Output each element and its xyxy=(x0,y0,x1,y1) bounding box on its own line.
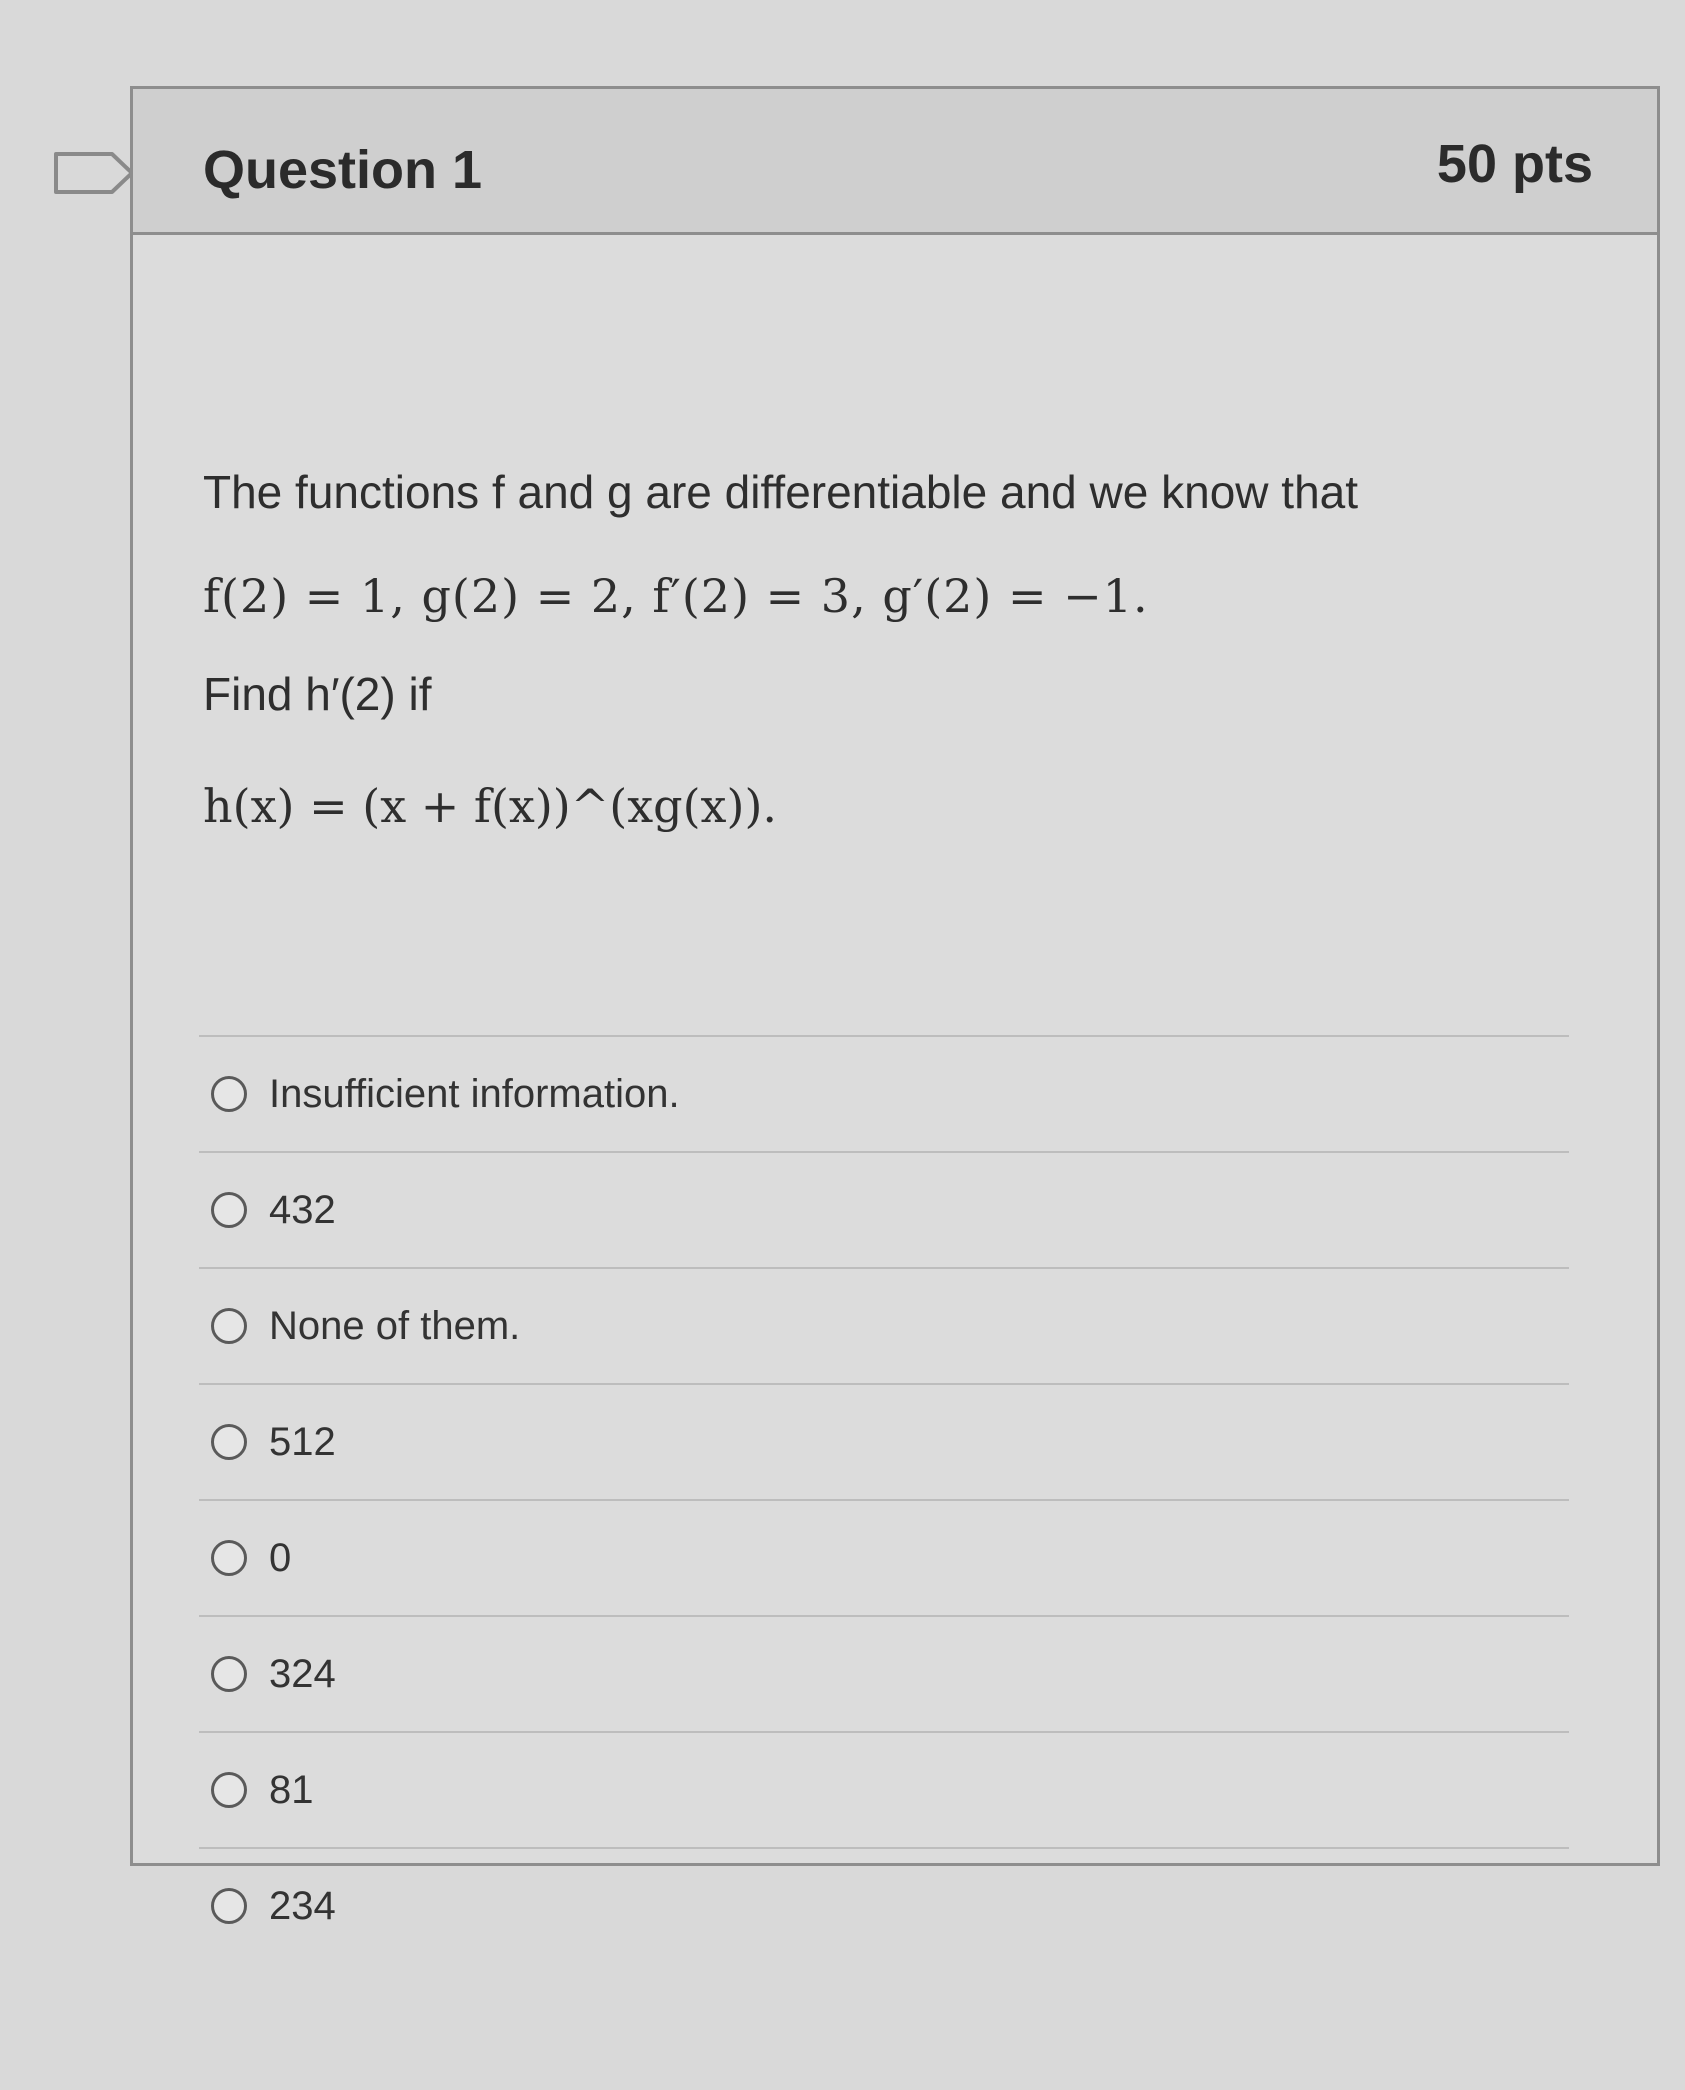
question-title: Question 1 xyxy=(203,140,483,200)
answer-option[interactable] xyxy=(199,1267,1569,1383)
radio-button-icon[interactable] xyxy=(211,1656,247,1692)
question-stem xyxy=(203,465,1583,833)
answer-label: 81 xyxy=(269,1767,314,1812)
radio-button-icon[interactable] xyxy=(211,1772,247,1808)
answer-label: None of them. xyxy=(269,1303,521,1348)
stem-intro: The functions f and g are differentiable and we know that xyxy=(203,466,1359,518)
stem-definition: h(x) = (x + f(x))^(xg(x)). xyxy=(203,779,778,833)
stem-find: Find h′(2) if xyxy=(203,668,432,720)
answer-option[interactable] xyxy=(199,1615,1569,1731)
radio-button-icon[interactable] xyxy=(211,1192,247,1228)
flag-question-icon[interactable] xyxy=(52,150,136,196)
answer-label: 432 xyxy=(269,1187,336,1232)
answer-option[interactable] xyxy=(199,1847,1569,1963)
question-header xyxy=(133,89,1657,235)
radio-button-icon[interactable] xyxy=(211,1888,247,1924)
answer-label: 234 xyxy=(269,1883,336,1928)
stem-given-values: f(2) = 1, g(2) = 2, f′(2) = 3, g′(2) = −1. xyxy=(203,569,1149,623)
question-points: 50 pts xyxy=(1436,134,1593,194)
answer-label: 324 xyxy=(269,1651,336,1696)
answer-label: 512 xyxy=(269,1419,336,1464)
answer-option[interactable] xyxy=(199,1151,1569,1267)
answer-label: 0 xyxy=(269,1535,292,1580)
question-card xyxy=(130,86,1660,1928)
radio-button-icon[interactable] xyxy=(211,1424,247,1460)
answer-option[interactable] xyxy=(199,1383,1569,1499)
answer-list xyxy=(199,1035,1569,1963)
radio-button-icon[interactable] xyxy=(211,1540,247,1576)
answer-option[interactable] xyxy=(199,1499,1569,1615)
radio-button-icon[interactable] xyxy=(211,1308,247,1344)
answer-label: Insufficient information. xyxy=(269,1071,680,1116)
answer-option[interactable] xyxy=(199,1731,1569,1847)
radio-button-icon[interactable] xyxy=(211,1076,247,1112)
answer-option[interactable] xyxy=(199,1035,1569,1151)
